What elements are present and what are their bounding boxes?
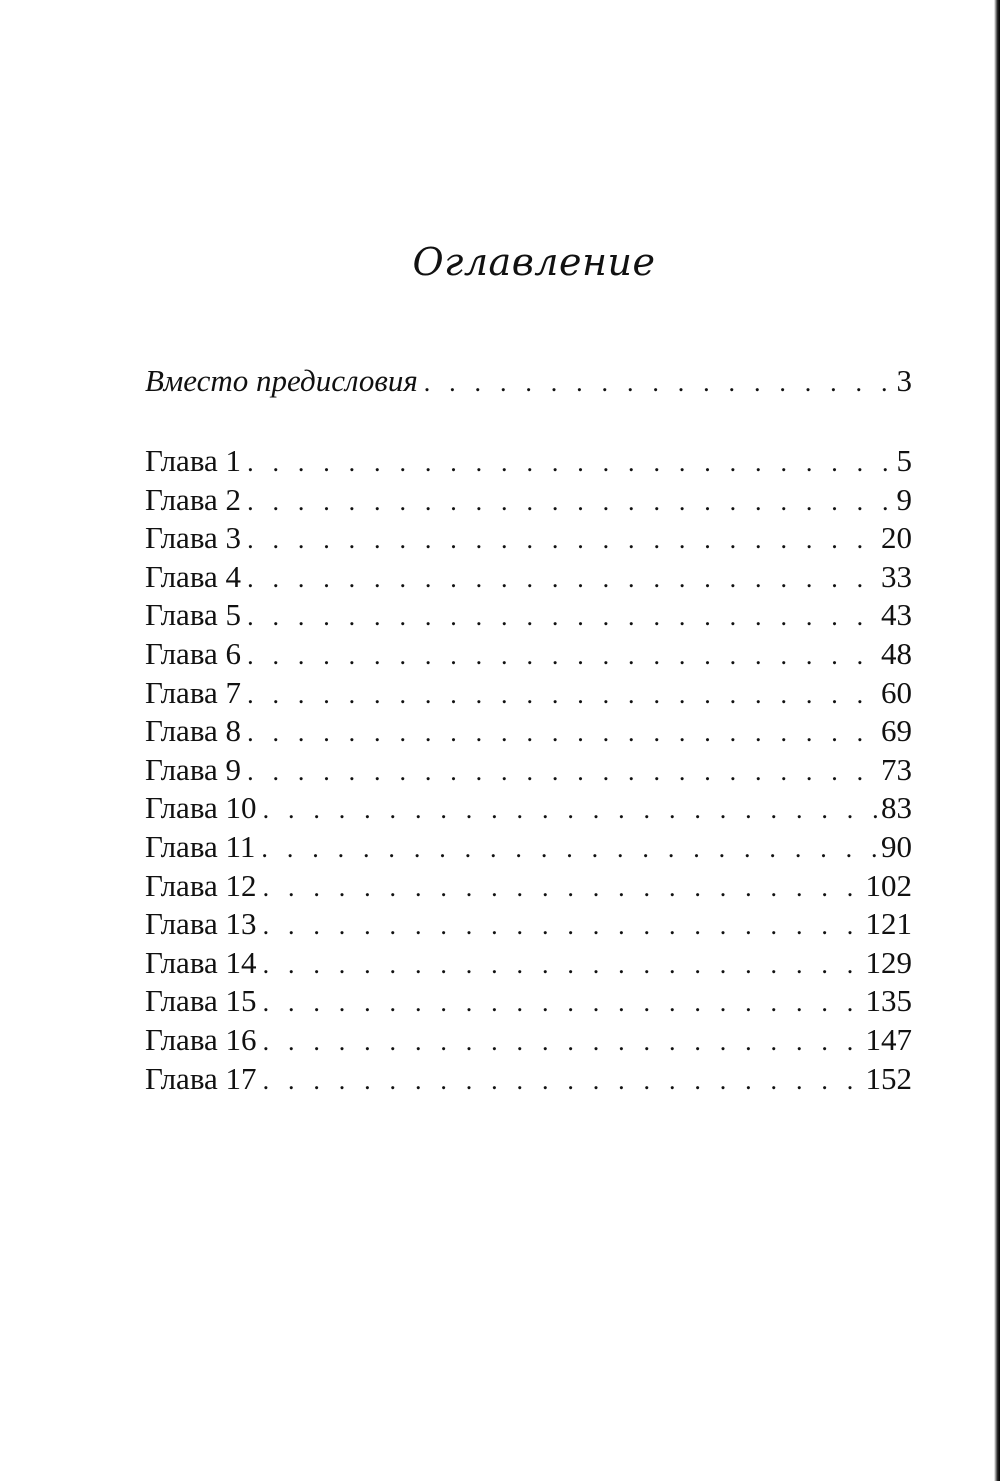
toc-entry-label: Глава 5 — [145, 597, 242, 633]
toc-entry-chapter-17[interactable] — [145, 1060, 912, 1099]
toc-entry-page-number: 5 — [896, 443, 912, 478]
toc-entry-page-number: 48 — [881, 635, 912, 671]
toc-entry-label: Глава 10 — [145, 790, 257, 826]
dot-leader — [247, 521, 877, 560]
dot-leader — [263, 907, 862, 946]
dot-leader — [263, 1023, 862, 1062]
toc-entry-page-number: 83 — [881, 790, 912, 826]
toc-entry-chapter-10[interactable] — [145, 789, 912, 828]
dot-leader — [247, 753, 877, 792]
toc-entry-label: Глава 15 — [145, 983, 257, 1019]
toc-entry-page-number: 135 — [865, 983, 912, 1019]
toc-entry-chapter-4[interactable] — [145, 558, 912, 597]
toc-entry-label: Глава 12 — [145, 867, 257, 903]
toc-entry-chapter-12[interactable] — [145, 867, 912, 906]
toc-entry-chapter-9[interactable] — [145, 751, 912, 790]
toc-intro-section — [145, 362, 912, 401]
toc-entry-page-number: 121 — [865, 906, 912, 942]
dot-leader — [247, 637, 877, 676]
toc-entry-page-number: 90 — [881, 828, 912, 864]
toc-entry-label: Глава 6 — [145, 635, 242, 671]
dot-leader — [247, 598, 877, 637]
dot-leader — [247, 560, 877, 599]
toc-entry-page-number: 102 — [865, 867, 912, 903]
toc-entry-chapter-16[interactable] — [145, 1021, 912, 1060]
toc-entry-chapter-7[interactable] — [145, 674, 912, 713]
toc-entry-page-number: 3 — [896, 363, 912, 398]
page-title: Оглавление — [412, 240, 656, 284]
toc-entry-chapter-11[interactable] — [145, 828, 912, 867]
toc-entry-label: Глава 8 — [145, 713, 242, 749]
toc-entry-chapter-2[interactable] — [145, 481, 912, 520]
toc-entry-chapter-15[interactable] — [145, 982, 912, 1021]
dot-leader — [247, 714, 877, 753]
dot-leader — [247, 676, 877, 715]
toc-entry-label: Глава 16 — [145, 1021, 257, 1057]
toc-entry-label: Глава 11 — [145, 828, 256, 864]
toc-entry-chapter-13[interactable] — [145, 905, 912, 944]
toc-entry-chapter-1[interactable] — [145, 442, 912, 481]
toc-entry-page-number: 69 — [881, 713, 912, 749]
toc-entry-label: Вместо предисловия — [145, 363, 418, 398]
dot-leader — [247, 444, 892, 483]
toc-entry-page-number: 147 — [865, 1021, 912, 1057]
dot-leader — [263, 946, 862, 985]
toc-entry-chapter-14[interactable] — [145, 944, 912, 983]
toc-entry-label: Глава 2 — [145, 481, 242, 517]
toc-entry-page-number: 152 — [865, 1060, 912, 1096]
toc-entry-label: Глава 17 — [145, 1060, 257, 1096]
toc-chapter-list — [145, 442, 912, 1098]
dot-leader — [263, 869, 862, 908]
toc-entry-chapter-3[interactable] — [145, 519, 912, 558]
toc-entry-label: Глава 3 — [145, 520, 242, 556]
toc-entry-label: Глава 13 — [145, 906, 257, 942]
toc-entry-label: Глава 14 — [145, 944, 257, 980]
dot-leader — [263, 984, 862, 1023]
dot-leader — [424, 364, 893, 403]
toc-entry-page-number: 73 — [881, 751, 912, 787]
toc-entry-page-number: 33 — [881, 558, 912, 594]
dot-leader — [247, 483, 892, 522]
dot-leader — [263, 791, 877, 830]
toc-entry-page-number: 20 — [881, 520, 912, 556]
toc-entry-chapter-8[interactable] — [145, 712, 912, 751]
toc-entry-page-number: 43 — [881, 597, 912, 633]
toc-entry-chapter-6[interactable] — [145, 635, 912, 674]
toc-entry-page-number: 129 — [865, 944, 912, 980]
dot-leader — [263, 1062, 862, 1101]
toc-entry-label: Глава 1 — [145, 443, 242, 478]
toc-entry-chapter-5[interactable] — [145, 596, 912, 635]
toc-entry-page-number: 60 — [881, 674, 912, 710]
page-edge-shadow — [994, 0, 1000, 1481]
toc-entry-intro[interactable] — [145, 362, 912, 401]
dot-leader — [261, 830, 877, 869]
toc-entry-label: Глава 7 — [145, 674, 242, 710]
toc-entry-page-number: 9 — [896, 481, 912, 517]
toc-entry-label: Глава 4 — [145, 558, 242, 594]
toc-entry-label: Глава 9 — [145, 751, 242, 787]
